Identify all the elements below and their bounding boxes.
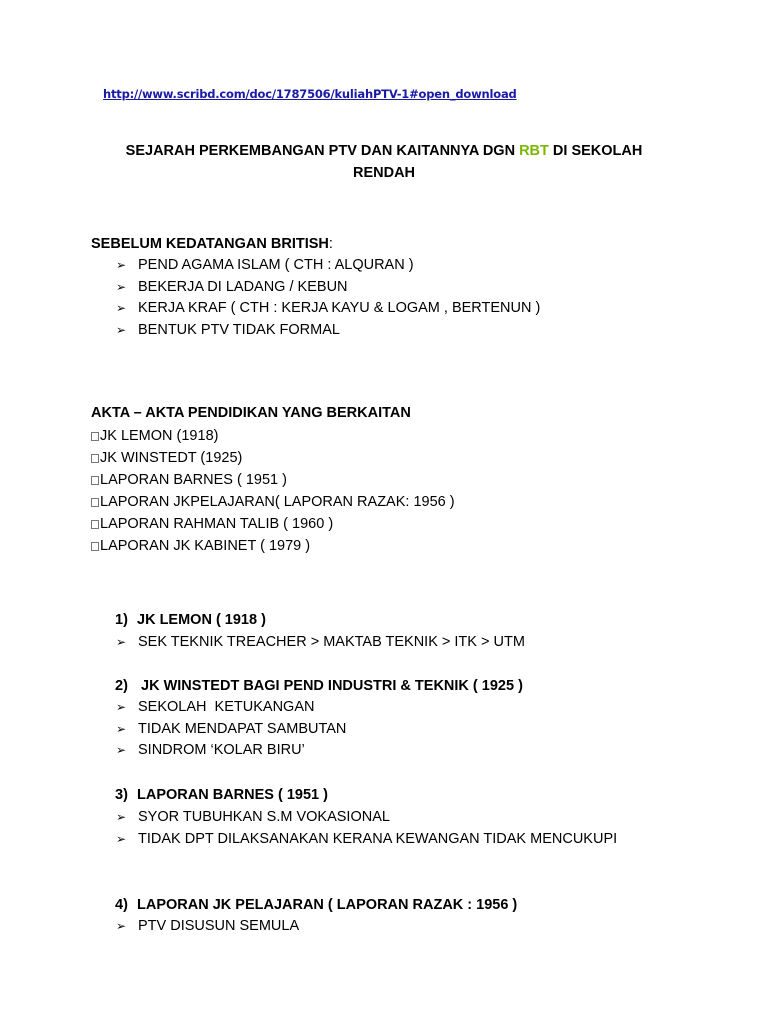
arrow-bullet-icon: ➢ <box>116 322 127 337</box>
list-item-text: TIDAK MENDAPAT SAMBUTAN <box>138 720 347 737</box>
list-item <box>116 916 299 938</box>
numbered-heading-4 <box>115 897 517 913</box>
square-bullet-icon <box>91 498 99 507</box>
list-item <box>116 697 346 719</box>
list-item-text: LAPORAN JK KABINET ( 1979 ) <box>100 538 311 554</box>
square-bullet-icon <box>91 520 99 529</box>
section-heading-british <box>91 236 333 252</box>
list-item-text: LAPORAN JKPELAJARAN( LAPORAN RAZAK: 1956 ) <box>100 494 455 510</box>
list-item-text: LAPORAN BARNES ( 1951 ) <box>100 472 287 488</box>
list-item <box>116 277 540 299</box>
list-akta <box>91 425 455 557</box>
list-item-text: PEND AGAMA ISLAM ( CTH : ALQURAN ) <box>138 257 414 273</box>
section-heading-text: SEBELUM KEDATANGAN BRITISH <box>91 236 329 252</box>
numbered-heading-2 <box>115 678 523 694</box>
square-bullet-icon <box>91 454 99 463</box>
numbered-heading-1 <box>115 612 266 628</box>
arrow-bullet-icon: ➢ <box>116 831 127 846</box>
title-part-2: DI SEKOLAH <box>548 143 643 159</box>
arrow-bullet-icon: ➢ <box>116 721 127 736</box>
list-item <box>91 535 455 557</box>
source-link[interactable]: http://www.scribd.com/doc/1787506/kuliahPTV-1#open_download <box>103 87 517 101</box>
heading-colon: : <box>328 236 333 252</box>
list-razak <box>116 916 299 938</box>
document-title <box>90 140 678 184</box>
list-item <box>116 298 540 320</box>
title-highlight-rbt: RBT <box>519 143 549 159</box>
arrow-bullet-icon: ➢ <box>116 279 127 294</box>
list-item <box>116 632 525 654</box>
heading-number: 2) <box>115 678 128 694</box>
list-item-text: TIDAK DPT DILAKSANAKAN KERANA KEWANGAN TIDAK MENCUKUPI <box>138 830 618 847</box>
heading-text: JK LEMON ( 1918 ) <box>137 612 266 628</box>
title-part-1: SEJARAH PERKEMBANGAN PTV DAN KAITANNYA DGN <box>125 143 520 159</box>
section-heading-akta: AKTA – AKTA PENDIDIKAN YANG BERKAITAN <box>91 405 411 421</box>
numbered-heading-3 <box>115 787 328 803</box>
list-item <box>116 829 617 851</box>
arrow-bullet-icon: ➢ <box>116 301 127 315</box>
heading-number: 4) <box>115 897 128 913</box>
arrow-bullet-icon: ➢ <box>116 743 127 757</box>
heading-text: LAPORAN BARNES ( 1951 ) <box>137 787 328 803</box>
heading-text: JK WINSTEDT BAGI PEND INDUSTRI & TEKNIK ( 1925 ) <box>137 678 523 694</box>
arrow-bullet-icon: ➢ <box>116 919 127 933</box>
list-item-text: SEK TEKNIK TREACHER > MAKTAB TEKNIK > ITK > UTM <box>138 634 525 650</box>
title-line-2: RENDAH <box>352 165 416 181</box>
list-item <box>91 491 455 513</box>
heading-number: 1) <box>115 612 128 628</box>
list-item <box>116 740 346 762</box>
list-jk-winstedt <box>116 697 346 762</box>
arrow-bullet-icon: ➢ <box>116 258 127 272</box>
list-item-text: LAPORAN RAHMAN TALIB ( 1960 ) <box>100 516 334 532</box>
arrow-bullet-icon: ➢ <box>116 810 127 824</box>
list-item-text: PTV DISUSUN SEMULA <box>138 918 300 934</box>
list-barnes <box>116 807 617 850</box>
list-item <box>91 425 455 447</box>
list-item <box>91 513 455 535</box>
list-item-text: SEKOLAH KETUKANGAN <box>138 699 315 715</box>
arrow-bullet-icon: ➢ <box>116 635 127 649</box>
list-item-text: SINDROM ‘KOLAR BIRU’ <box>138 742 305 758</box>
list-item-text: KERJA KRAF ( CTH : KERJA KAYU & LOGAM , BERTENUN ) <box>138 300 541 316</box>
list-item <box>116 807 617 829</box>
heading-number: 3) <box>115 787 128 803</box>
list-item-text: SYOR TUBUHKAN S.M VOKASIONAL <box>138 809 390 825</box>
list-item <box>116 719 346 741</box>
list-item <box>116 320 540 342</box>
square-bullet-icon <box>91 542 99 551</box>
arrow-bullet-icon: ➢ <box>116 700 127 714</box>
list-jk-lemon <box>116 632 525 654</box>
list-item <box>91 447 455 469</box>
list-item-text: JK WINSTEDT (1925) <box>100 450 243 466</box>
square-bullet-icon <box>91 476 99 485</box>
list-item <box>116 255 540 277</box>
list-item <box>91 469 455 491</box>
list-item-text: BENTUK PTV TIDAK FORMAL <box>138 321 340 338</box>
heading-text: LAPORAN JK PELAJARAN ( LAPORAN RAZAK : 1956 ) <box>137 897 518 913</box>
list-item-text: JK LEMON (1918) <box>100 428 219 444</box>
list-item-text: BEKERJA DI LADANG / KEBUN <box>138 278 348 295</box>
list-before-british <box>116 255 540 341</box>
square-bullet-icon <box>91 432 99 441</box>
